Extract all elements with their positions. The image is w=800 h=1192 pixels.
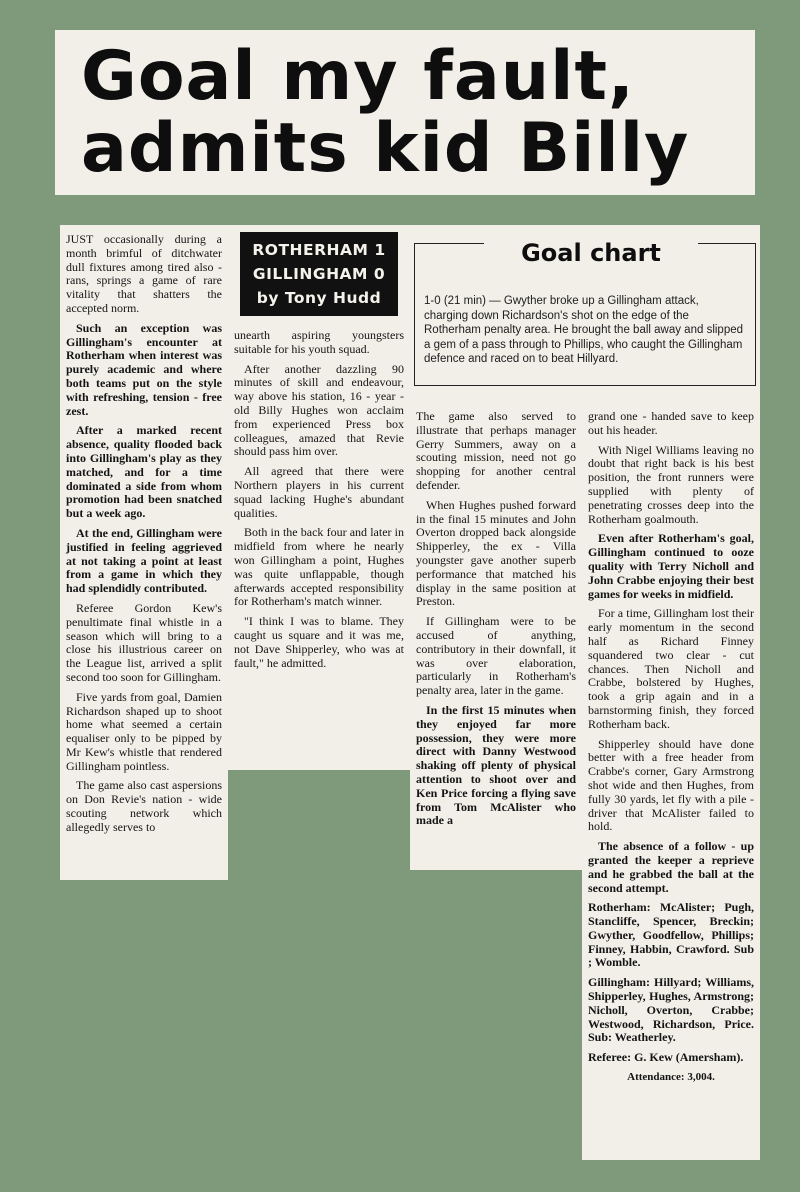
article-column-1 <box>60 225 228 880</box>
referee-line: Referee: G. Kew (Amersham). <box>588 1050 744 1065</box>
headline-box <box>55 30 755 195</box>
paragraph: Both in the back four and later in midfield from where he nearly won Gillingham a point, Hughes was quite unflappable, though afterwards accepted responsibility for Rotherham's match winner. <box>234 525 404 609</box>
paragraph: In the first 15 minutes when they enjoyed far more possession, they were more direct with Danny Westwood shaking off plenty of physical attention to shoot over and Ken Price forcing a flying save from Tom McAlister who made a <box>416 702 576 828</box>
author-byline: by Tony Hudd <box>256 289 382 307</box>
paragraph: Such an exception was Gillingham's encounter at Rotherham when interest was purely academic and where both teams put on the style with refreshing, tension - free zest. <box>66 320 222 418</box>
lineup-gillingham: Gillingham: Hillyard; Williams, Shipperley, Hughes, Armstrong; Nicholl, Overton, Crabbe; Westwood, Richardson, Price. Sub: Weatherley. <box>588 975 754 1045</box>
column-3-text <box>416 410 576 834</box>
score-byline-box <box>240 232 398 316</box>
paragraph: Shipperley should have done better with a free header from Crabbe's corner, Gary Armstrong shot wide and then Hughes, from fully 30 yards, let fly with a pile - driver that McAlister failed to hold. <box>588 736 754 834</box>
paragraph: Referee Gordon Kew's penultimate final whistle in a season which will bring to a close his illustrious career on the League list, arrived a split second too soon for Gillingham. <box>66 600 222 684</box>
paragraph: After a marked recent absence, quality flooded back into Gillingham's play as they matched, and for a time dominated a side from whom promotion had been snatched but a week ago. <box>66 423 222 521</box>
paragraph: The game also served to illustrate that perhaps manager Gerry Summers, away on a scouting mission, need not go shopping for another central defender. <box>416 409 576 492</box>
score-home: ROTHERHAM 1 <box>252 241 386 259</box>
paragraph: Five yards from goal, Damien Richardson shaped up to shoot home what seemed a certain equaliser only to be pipped by Mr Kew's whistle that rendered Gillingham pointless. <box>66 689 222 773</box>
goal-chart-text: 1-0 (21 min) — Gwyther broke up a Gillingham attack, charging down Richardson's shot on the edge of the Rotherham penalty area. He brought the ball away and slipped a gem of a pass through to Phillips, who caught the Gillingham defence and raced on to beat Hillyard. <box>424 295 744 365</box>
paragraph: For a time, Gillingham lost their early momentum in the second half as Richard Finney squandered two clear - cut chances. Then Nicholl and Crabbe, bolstered by Hughes, took a grip again and in a barnstorming finish, they forced Rotherham back. <box>588 606 754 731</box>
paragraph: All agreed that there were Northern players in his current squad lacking Hughe's abundant qualities. <box>234 464 404 520</box>
paragraph: The absence of a follow - up granted the keeper a reprieve and he grabbed the ball at the second attempt. <box>588 839 754 895</box>
column-1-text <box>66 233 222 841</box>
paragraph: With Nigel Williams leaving no doubt that right back is his best position, the front runners were supplied with plenty of penetrating crosses deep into the Rotherham goalmouth. <box>588 442 754 526</box>
paragraph: "I think I was to blame. They caught us square and it was me, not Dave Shipperley, who was at fault," he admitted. <box>234 614 404 670</box>
attendance-line: Attendance: 3,004. <box>627 1071 715 1084</box>
headline-line-2: admits kid Billy <box>81 108 690 188</box>
paragraph: At the end, Gillingham were justified in feeling aggrieved at not taking a point at least from a game in which they had splendidly contributed. <box>66 525 222 596</box>
paragraph: JUST occasionally during a month brimful of ditchwater dull fixtures among tired also - rans, springs a game of rare vitality that shatters the accepted norm. <box>66 232 222 315</box>
column-2-text <box>234 329 404 676</box>
column-4-text <box>588 410 754 1091</box>
paragraph: unearth aspiring youngsters suitable for his youth squad. <box>234 328 404 356</box>
headline-line-1: Goal my fault, <box>81 36 635 116</box>
goal-chart-title: Goal chart <box>484 236 698 270</box>
lineup-rotherham: Rotherham: McAlister; Pugh, Stancliffe, Spencer, Breckin; Gwyther, Goodfellow, Phillips; Finney, Habbin, Crawford. Sub ; Womble. <box>588 900 754 970</box>
score-away: GILLINGHAM 0 <box>252 265 386 283</box>
paragraph: If Gillingham were to be accused of anything, contributory in their downfall, it was over elaboration, particularly in Rotherham's penalty area, later in the game. <box>416 614 576 698</box>
paragraph: After another dazzling 90 minutes of skill and endeavour, way above his station, 16 - year - old Billy Hughes won acclaim from experienced Press box colleagues, amazed that Revie should pass him over. <box>234 361 404 459</box>
lineups <box>588 901 754 1085</box>
paragraph: The game also cast aspersions on Don Revie's nation - wide scouting network which allegedly serves to <box>66 778 222 834</box>
paragraph: Even after Rotherham's goal, Gillingham continued to ooze quality with Terry Nicholl and John Crabbe enjoying their best games for weeks in midfield. <box>588 531 754 601</box>
paragraph: grand one - handed save to keep out his header. <box>588 409 754 437</box>
paragraph: When Hughes pushed forward in the final 15 minutes and John Overton dropped back alongside Shipperley, the ex - Villa youngster gave another superb performance that matched his display in the same position at Preston. <box>416 497 576 609</box>
